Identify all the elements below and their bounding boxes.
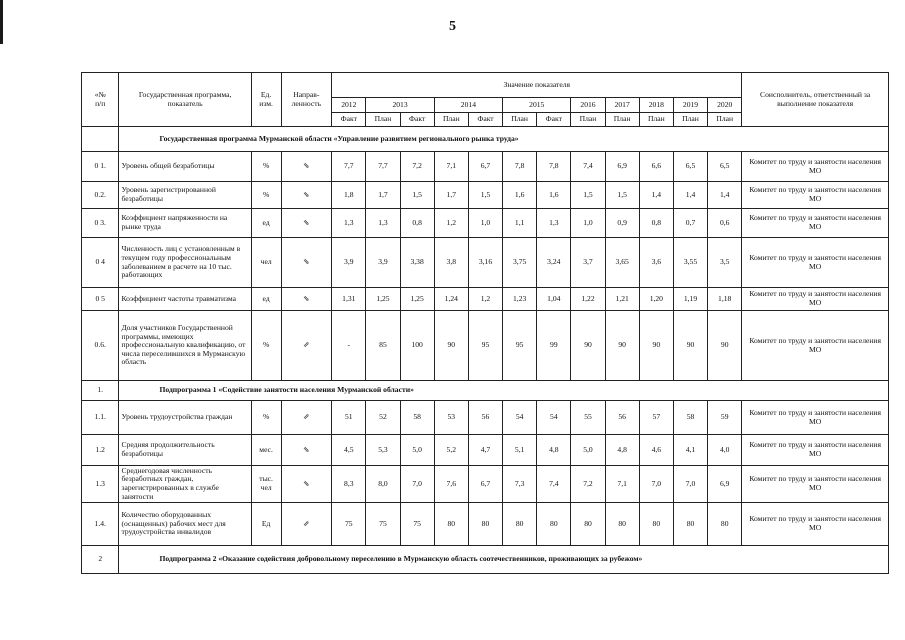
value-cell: 80 bbox=[605, 503, 639, 546]
value-cell: 6,6 bbox=[639, 152, 673, 182]
value-cell: 1,3 bbox=[332, 209, 366, 238]
unit-cell: Ед bbox=[251, 503, 281, 546]
indicators-table bbox=[81, 72, 889, 574]
indicator-name: Коэффициент частоты травматизма bbox=[119, 288, 251, 311]
value-cell: 5,1 bbox=[503, 435, 537, 466]
direction-arrow-icon: ⇗ bbox=[281, 401, 332, 435]
unit-cell: % bbox=[251, 152, 281, 182]
value-cell: 90 bbox=[639, 311, 673, 381]
value-cell: - bbox=[332, 311, 366, 381]
indicator-row bbox=[82, 466, 889, 503]
indicator-name: Уровень общей безработицы bbox=[119, 152, 251, 182]
indicator-row bbox=[82, 209, 889, 238]
value-cell: 6,9 bbox=[708, 466, 742, 503]
value-cell: 3,24 bbox=[537, 238, 571, 288]
value-cell: 4,7 bbox=[468, 435, 502, 466]
subhead: Факт bbox=[400, 113, 434, 127]
value-cell: 0,6 bbox=[708, 209, 742, 238]
header-executor: Соисполнитель, ответственный за выполнение показателя bbox=[742, 73, 889, 127]
row-num: 1.2 bbox=[82, 435, 119, 466]
year-2012: 2012 bbox=[332, 98, 366, 113]
subhead: Факт bbox=[468, 113, 502, 127]
year-2017: 2017 bbox=[605, 98, 639, 113]
value-cell: 3,65 bbox=[605, 238, 639, 288]
value-cell: 52 bbox=[366, 401, 400, 435]
value-cell: 1,19 bbox=[673, 288, 707, 311]
row-num: 1.4. bbox=[82, 503, 119, 546]
section-num: 1. bbox=[82, 381, 119, 401]
indicator-row bbox=[82, 288, 889, 311]
value-cell: 7,0 bbox=[400, 466, 434, 503]
indicator-row bbox=[82, 238, 889, 288]
value-cell: 1,1 bbox=[503, 209, 537, 238]
value-cell: 95 bbox=[468, 311, 502, 381]
value-cell: 1,8 bbox=[332, 182, 366, 209]
section-sub1-row bbox=[82, 381, 889, 401]
value-cell: 0,9 bbox=[605, 209, 639, 238]
value-cell: 1,6 bbox=[537, 182, 571, 209]
value-cell: 7,6 bbox=[434, 466, 468, 503]
value-cell: 7,8 bbox=[537, 152, 571, 182]
executor-cell: Комитет по труду и занятости населения МО bbox=[742, 182, 889, 209]
value-cell: 80 bbox=[708, 503, 742, 546]
value-cell: 6,7 bbox=[468, 152, 502, 182]
value-cell: 1,0 bbox=[571, 209, 605, 238]
executor-cell: Комитет по труду и занятости населения МО bbox=[742, 311, 889, 381]
header-num: «№ п/п bbox=[82, 73, 119, 127]
value-cell: 7,2 bbox=[571, 466, 605, 503]
value-cell: 99 bbox=[537, 311, 571, 381]
value-cell: 55 bbox=[571, 401, 605, 435]
section-program-row bbox=[82, 127, 889, 152]
page-number: 5 bbox=[449, 19, 456, 34]
value-cell: 5,3 bbox=[366, 435, 400, 466]
value-cell: 1,3 bbox=[366, 209, 400, 238]
value-cell: 75 bbox=[332, 503, 366, 546]
value-cell: 6,5 bbox=[673, 152, 707, 182]
value-cell: 75 bbox=[366, 503, 400, 546]
value-cell: 57 bbox=[639, 401, 673, 435]
value-cell: 3,75 bbox=[503, 238, 537, 288]
direction-arrow-icon: ⇘ bbox=[281, 238, 332, 288]
executor-cell: Комитет по труду и занятости населения МО bbox=[742, 466, 889, 503]
direction-arrow-icon: ⇗ bbox=[281, 503, 332, 546]
executor-cell: Комитет по труду и занятости населения МО bbox=[742, 288, 889, 311]
value-cell: 3,7 bbox=[571, 238, 605, 288]
header-name: Государственная программа, показатель bbox=[119, 73, 251, 127]
value-cell: 1,4 bbox=[708, 182, 742, 209]
value-cell: 4,0 bbox=[708, 435, 742, 466]
value-cell: 1,2 bbox=[434, 209, 468, 238]
unit-cell: чел bbox=[251, 238, 281, 288]
row-num: 1.3 bbox=[82, 466, 119, 503]
value-cell: 7,4 bbox=[571, 152, 605, 182]
value-cell: 3,5 bbox=[708, 238, 742, 288]
value-cell: 1,4 bbox=[639, 182, 673, 209]
value-cell: 8,3 bbox=[332, 466, 366, 503]
value-cell: 90 bbox=[708, 311, 742, 381]
value-cell: 56 bbox=[605, 401, 639, 435]
executor-cell: Комитет по труду и занятости населения МО bbox=[742, 238, 889, 288]
value-cell: 7,0 bbox=[673, 466, 707, 503]
value-cell: 4,8 bbox=[605, 435, 639, 466]
value-cell: 7,8 bbox=[503, 152, 537, 182]
direction-arrow-icon: ⇘ bbox=[281, 288, 332, 311]
value-cell: 4,8 bbox=[537, 435, 571, 466]
value-cell: 4,1 bbox=[673, 435, 707, 466]
subhead: Факт bbox=[332, 113, 366, 127]
value-cell: 1,5 bbox=[468, 182, 502, 209]
header-direction: Направ- ленность bbox=[281, 73, 332, 127]
value-cell: 1,25 bbox=[400, 288, 434, 311]
row-num: 0 3. bbox=[82, 209, 119, 238]
value-cell: 6,7 bbox=[468, 466, 502, 503]
value-cell: 1,2 bbox=[468, 288, 502, 311]
value-cell: 3,9 bbox=[366, 238, 400, 288]
unit-cell: тыс. чел bbox=[251, 466, 281, 503]
value-cell: 7,4 bbox=[537, 466, 571, 503]
indicator-row bbox=[82, 435, 889, 466]
value-cell: 1,20 bbox=[639, 288, 673, 311]
unit-cell: ед bbox=[251, 288, 281, 311]
value-cell: 8,0 bbox=[366, 466, 400, 503]
indicator-name: Уровень зарегистрированной безработицы bbox=[119, 182, 251, 209]
executor-cell: Комитет по труду и занятости населения МО bbox=[742, 152, 889, 182]
indicator-name: Количество оборудованных (оснащенных) рабочих мест для трудоустройства инвалидов bbox=[119, 503, 251, 546]
value-cell: 6,5 bbox=[708, 152, 742, 182]
indicator-name: Коэффициент напряженности на рынке труда bbox=[119, 209, 251, 238]
value-cell: 90 bbox=[673, 311, 707, 381]
subhead: План bbox=[571, 113, 605, 127]
value-cell: 1,5 bbox=[605, 182, 639, 209]
row-num: 1.1. bbox=[82, 401, 119, 435]
indicator-name: Численность лиц с установленным в текущем году профессиональным заболеванием в расчете на 10 тыс. работающих bbox=[119, 238, 251, 288]
subhead: План bbox=[503, 113, 537, 127]
indicator-row bbox=[82, 401, 889, 435]
subhead: План bbox=[366, 113, 400, 127]
row-num: 0 5 bbox=[82, 288, 119, 311]
value-cell: 7,7 bbox=[366, 152, 400, 182]
section-program-title: Государственная программа Мурманской области «Управление развитием регионального рынка труда» bbox=[119, 127, 889, 152]
value-cell: 3,55 bbox=[673, 238, 707, 288]
section-sub2-row bbox=[82, 546, 889, 574]
value-cell: 80 bbox=[468, 503, 502, 546]
value-cell: 95 bbox=[503, 311, 537, 381]
section-num: 2 bbox=[82, 546, 119, 574]
value-cell: 80 bbox=[571, 503, 605, 546]
subhead: План bbox=[708, 113, 742, 127]
section-sub2-title: Подпрограмма 2 «Оказание содействия добровольному переселению в Мурманскую область соотечественников, проживающих за рубежом» bbox=[119, 546, 889, 574]
value-cell: 6,9 bbox=[605, 152, 639, 182]
value-cell: 80 bbox=[537, 503, 571, 546]
value-cell: 56 bbox=[468, 401, 502, 435]
value-cell: 1,31 bbox=[332, 288, 366, 311]
section-num bbox=[82, 127, 119, 152]
indicator-name: Доля участников Государственной программы, имеющих профессиональную квалификацию, от числа переселившихся в Мурманскую область bbox=[119, 311, 251, 381]
year-2018: 2018 bbox=[639, 98, 673, 113]
direction-arrow-icon: ⇘ bbox=[281, 152, 332, 182]
value-cell: 5,2 bbox=[434, 435, 468, 466]
value-cell: 1,7 bbox=[434, 182, 468, 209]
value-cell: 7,0 bbox=[639, 466, 673, 503]
row-num: 0.2. bbox=[82, 182, 119, 209]
subhead: План bbox=[639, 113, 673, 127]
row-num: 0.6. bbox=[82, 311, 119, 381]
executor-cell: Комитет по труду и занятости населения МО bbox=[742, 503, 889, 546]
value-cell: 4,5 bbox=[332, 435, 366, 466]
value-cell: 80 bbox=[503, 503, 537, 546]
year-2020: 2020 bbox=[708, 98, 742, 113]
year-2013: 2013 bbox=[366, 98, 434, 113]
section-sub1-title: Подпрограмма 1 «Содействие занятости населения Мурманской области» bbox=[119, 381, 889, 401]
value-cell: 7,3 bbox=[503, 466, 537, 503]
value-cell: 80 bbox=[639, 503, 673, 546]
year-2014: 2014 bbox=[434, 98, 502, 113]
unit-cell: мес. bbox=[251, 435, 281, 466]
value-cell: 4,6 bbox=[639, 435, 673, 466]
row-num: 0 1. bbox=[82, 152, 119, 182]
value-cell: 1,0 bbox=[468, 209, 502, 238]
indicator-row bbox=[82, 503, 889, 546]
value-cell: 85 bbox=[366, 311, 400, 381]
value-cell: 0,8 bbox=[639, 209, 673, 238]
value-cell: 80 bbox=[434, 503, 468, 546]
unit-cell: % bbox=[251, 182, 281, 209]
value-cell: 1,5 bbox=[571, 182, 605, 209]
value-cell: 1,22 bbox=[571, 288, 605, 311]
value-cell: 90 bbox=[571, 311, 605, 381]
direction-arrow-icon: ⇘ bbox=[281, 435, 332, 466]
value-cell: 1,3 bbox=[537, 209, 571, 238]
subhead: План bbox=[434, 113, 468, 127]
year-2019: 2019 bbox=[673, 98, 707, 113]
value-cell: 1,6 bbox=[503, 182, 537, 209]
value-cell: 54 bbox=[537, 401, 571, 435]
value-cell: 90 bbox=[434, 311, 468, 381]
executor-cell: Комитет по труду и занятости населения МО bbox=[742, 209, 889, 238]
subhead: План bbox=[605, 113, 639, 127]
indicator-name: Средняя продолжительность безработицы bbox=[119, 435, 251, 466]
direction-arrow-icon: ⇗ bbox=[281, 311, 332, 381]
value-cell: 7,1 bbox=[605, 466, 639, 503]
year-2016: 2016 bbox=[571, 98, 605, 113]
unit-cell: ед bbox=[251, 209, 281, 238]
value-cell: 1,24 bbox=[434, 288, 468, 311]
value-cell: 3,8 bbox=[434, 238, 468, 288]
value-cell: 1,5 bbox=[400, 182, 434, 209]
value-cell: 7,1 bbox=[434, 152, 468, 182]
value-cell: 1,18 bbox=[708, 288, 742, 311]
value-cell: 80 bbox=[673, 503, 707, 546]
value-cell: 3,6 bbox=[639, 238, 673, 288]
value-cell: 90 bbox=[605, 311, 639, 381]
value-cell: 1,4 bbox=[673, 182, 707, 209]
subhead: План bbox=[673, 113, 707, 127]
value-cell: 58 bbox=[400, 401, 434, 435]
direction-arrow-icon: ⇘ bbox=[281, 209, 332, 238]
row-num: 0 4 bbox=[82, 238, 119, 288]
year-2015: 2015 bbox=[503, 98, 571, 113]
value-cell: 7,7 bbox=[332, 152, 366, 182]
indicator-row bbox=[82, 182, 889, 209]
value-cell: 1,21 bbox=[605, 288, 639, 311]
indicator-name: Уровень трудоустройства граждан bbox=[119, 401, 251, 435]
value-cell: 51 bbox=[332, 401, 366, 435]
value-cell: 3,9 bbox=[332, 238, 366, 288]
value-cell: 1,25 bbox=[366, 288, 400, 311]
subhead: Факт bbox=[537, 113, 571, 127]
executor-cell: Комитет по труду и занятости населения МО bbox=[742, 401, 889, 435]
indicator-name: Среднегодовая численность безработных граждан, зарегистрированных в службе занятости bbox=[119, 466, 251, 503]
value-cell: 58 bbox=[673, 401, 707, 435]
value-cell: 75 bbox=[400, 503, 434, 546]
unit-cell: % bbox=[251, 401, 281, 435]
indicator-row bbox=[82, 152, 889, 182]
value-cell: 1,23 bbox=[503, 288, 537, 311]
value-cell: 1,7 bbox=[366, 182, 400, 209]
value-cell: 3,16 bbox=[468, 238, 502, 288]
direction-arrow-icon: ⇘ bbox=[281, 466, 332, 503]
header-unit: Ед. изм. bbox=[251, 73, 281, 127]
executor-cell: Комитет по труду и занятости населения МО bbox=[742, 435, 889, 466]
value-cell: 0,7 bbox=[673, 209, 707, 238]
indicator-row bbox=[82, 311, 889, 381]
value-cell: 53 bbox=[434, 401, 468, 435]
value-cell: 54 bbox=[503, 401, 537, 435]
header-values-title: Значение показателя bbox=[332, 73, 742, 98]
value-cell: 5,0 bbox=[571, 435, 605, 466]
value-cell: 100 bbox=[400, 311, 434, 381]
direction-arrow-icon: ⇘ bbox=[281, 182, 332, 209]
value-cell: 0,8 bbox=[400, 209, 434, 238]
value-cell: 59 bbox=[708, 401, 742, 435]
value-cell: 3,38 bbox=[400, 238, 434, 288]
value-cell: 5,0 bbox=[400, 435, 434, 466]
unit-cell: % bbox=[251, 311, 281, 381]
value-cell: 7,2 bbox=[400, 152, 434, 182]
value-cell: 1,04 bbox=[537, 288, 571, 311]
